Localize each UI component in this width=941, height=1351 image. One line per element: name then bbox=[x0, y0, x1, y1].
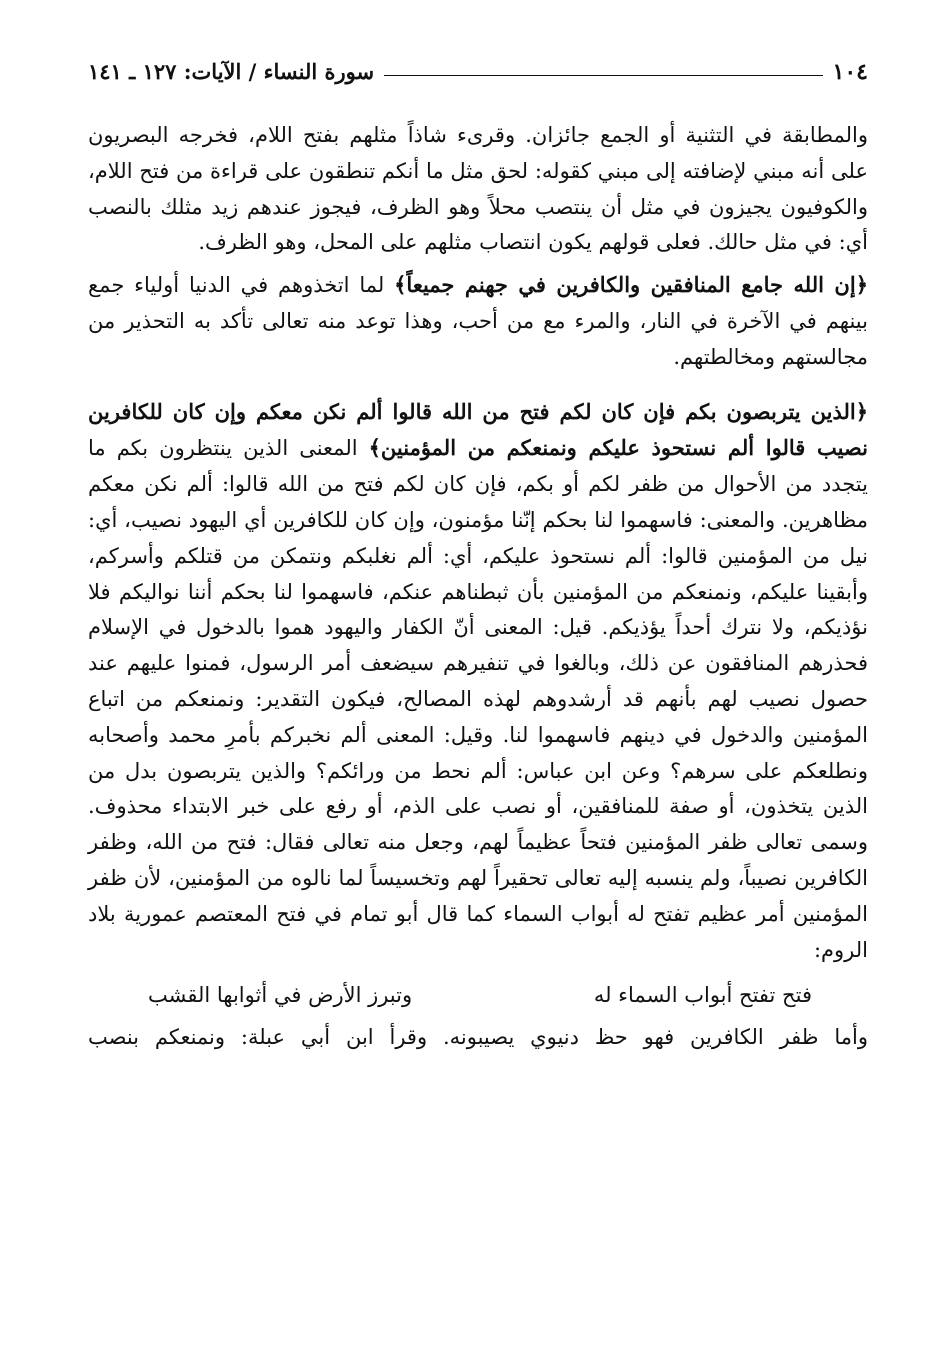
page-number: ١٠٤ bbox=[832, 59, 868, 85]
paragraph-3 bbox=[88, 394, 868, 969]
quran-verse-2: ﴿الذين يتربصون بكم فإن كان لكم فتح من الله قالوا ألم نكن معكم وإن كان للكافرين نصيب قالوا ألم نستحوذ عليكم ونمنعكم من المؤمنين﴾ bbox=[88, 398, 868, 461]
poetry-second-hemistich: وتبرز الأرض في أثوابها القشب bbox=[148, 983, 413, 1008]
paragraph-4: وأما ظفر الكافرين فهو حظ دنيوي يصيبونه. وقرأ ابن أبي عبلة: ونمنعكم بنصب bbox=[88, 1025, 868, 1050]
header-rule bbox=[384, 75, 822, 76]
paragraph-1: والمطابقة في التثنية أو الجمع جائزان. وقرىء شاذاً مثلهم بفتح اللام، فخرجه البصريون على أنه مبني لإضافته إلى مبني كقوله: لحق مثل ما أنكم تنطقون على قراءة من فتح اللام، والكوفيون يجيزون في مثل أن ينتصب محلاً وهو الظرف، فيجوز عندهم زيد مثلك بالنصب أي: في مثل حالك. فعلى قولهم يكون انتصاب مثلهم على المحل، وهو الظرف. bbox=[88, 123, 868, 255]
poetry-first-hemistich: فتح تفتح أبواب السماء له bbox=[593, 983, 812, 1008]
book-page bbox=[88, 52, 868, 1056]
page-header bbox=[88, 52, 868, 92]
main-text bbox=[88, 118, 868, 1056]
poetry-verse bbox=[88, 976, 868, 1014]
running-title: سورة النساء / الآيات: ١٢٧ ـ ١٤١ bbox=[88, 59, 375, 84]
paragraph-3-commentary: المعنى الذين ينتظرون بكم ما يتجدد من الأحوال من ظفر لكم أو بكم، فإن كان لكم فتح من الله قالوا: ألم نكن معكم مظاهرين. والمعنى: فاسهموا لنا بحكم إنّنا مؤمنون، وإن كان للكافرين أي اليهود نصيب، أي: نيل من المؤمنين قالوا: ألم نستحوذ عليكم، أي: ألم نغلبكم ونتمكن من قتلكم وأسركم، وأبقينا عليكم، ونمنعكم من المؤمنين بأن ثبطناهم عنكم، فاسهموا لنا بحكم أننا نواليكم فلا نؤذيكم، ولا نترك أحداً يؤذيكم. قيل: المعنى أنّ الكفار واليهود هموا بالدخول في الإسلام فحذرهم المنافقون عن ذلك، وبالغوا في تنفيرهم سيضعف أمر الرسول، فمنوا عليهم عند حصول نصيب لهم بأنهم قد أرشدوهم لهذه المصالح، فيكون التقدير: ونمنعكم من اتباع المؤمنين والدخول في دينهم فاسهموا لنا. وقيل: المعنى ألم نخبركم بأمرِ محمد وأصحابه ونطلعكم على سرهم؟ وعن ابن عباس: ألم نحط من ورائكم؟ والذين يتربصون بدل من الذين يتخذون، أو صفة للمنافقين، أو نصب على الذم، أو رفع على خبر الابتداء محذوف. وسمى تعالى ظفر المؤمنين فتحاً عظيماً لهم، وجعل منه تعالى فقال: فتح من الله، وظفر الكافرين نصيباً، ولم ينسبه إليه تعالى تحقيراً لهم وتخسيساً لما نالوه من المؤمنين، لأن ظفر المؤمنين أمر عظيم تفتح له أبواب السماء كما قال أبو تمام في فتح المعتصم عمورية بلاد الروم: bbox=[88, 436, 868, 962]
quran-verse-1: ﴿إن الله جامع المنافقين والكافرين في جهنم جميعاً﴾ bbox=[394, 272, 868, 298]
paragraph-2-commentary: لما اتخذوهم في الدنيا أولياء جمع بينهم في الآخرة في النار، والمرء مع من أحب، وهذا توعد منه تعالى تأكد به التحذير من مجالستهم ومخالطتهم. bbox=[88, 273, 868, 369]
paragraph-2 bbox=[88, 267, 868, 375]
